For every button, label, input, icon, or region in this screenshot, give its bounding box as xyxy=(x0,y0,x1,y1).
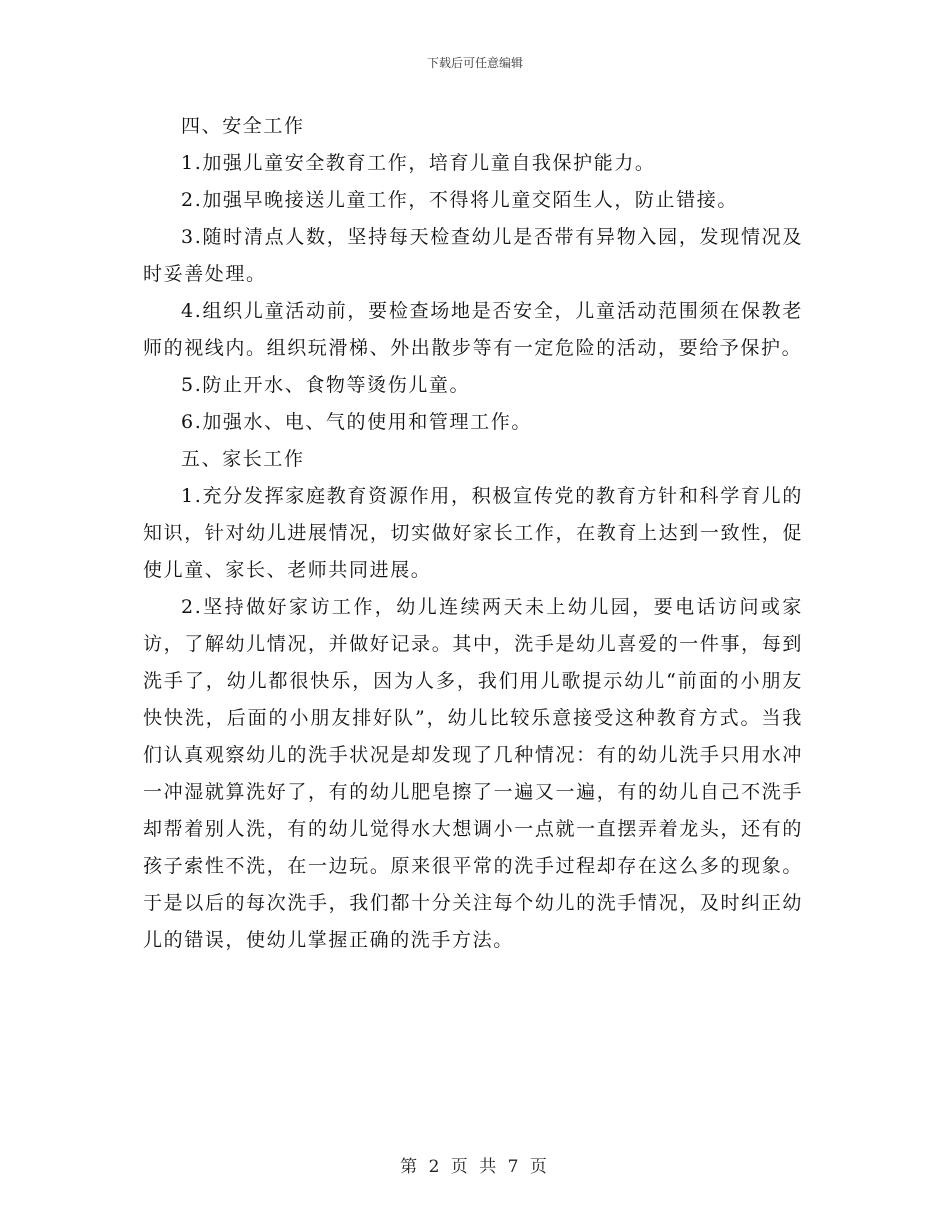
header-note: 下载后可任意编辑 xyxy=(426,56,523,70)
paragraph: 5.防止开水、食物等烫伤儿童。 xyxy=(181,374,471,396)
paragraph: 1.加强儿童安全教育工作，培育儿童自我保护能力。 xyxy=(181,152,656,174)
paragraph: 2.加强早晚接送儿童工作，不得将儿童交陌生人，防止错接。 xyxy=(181,189,738,211)
section-heading-safety: 四、安全工作 xyxy=(181,115,305,137)
paragraph: 3.随时清点人数，坚持每天检查幼儿是否带有异物入园，发现情况及时妥善处理。 xyxy=(143,226,803,285)
paragraph: 4.组织儿童活动前，要检查场地是否安全，儿童活动范围须在保教老师的视线内。组织玩滑梯、外出散步等有一定危险的活动，要给予保护。 xyxy=(143,300,803,359)
section-heading-parents: 五、家长工作 xyxy=(181,448,305,470)
paragraph: 6.加强水、电、气的使用和管理工作。 xyxy=(181,411,532,433)
document-body xyxy=(143,108,803,959)
paragraph: 1.充分发挥家庭教育资源作用，积极宣传党的教育方针和科学育儿的知识，针对幼儿进展情况，切实做好家长工作，在教育上达到一致性，促使儿童、家长、老师共同进展。 xyxy=(143,485,803,581)
paragraph: 2.坚持做好家访工作，幼儿连续两天未上幼儿园，要电话访问或家访，了解幼儿情况，并做好记录。其中，洗手是幼儿喜爱的一件事，每到洗手了，幼儿都很快乐，因为人多，我们用儿歌提示幼儿“前面的小朋友快快洗，后面的小朋友排好队”，幼儿比较乐意接受这种教育方式。当我们认真观察幼儿的洗手状况是却发现了几种情况：有的幼儿洗手只用水冲一冲湿就算洗好了，有的幼儿肥皂擦了一遍又一遍，有的幼儿自己不洗手却帮着别人洗，有的幼儿觉得水大想调小一点就一直摆弄着龙头，还有的孩子索性不洗，在一边玩。原来很平常的洗手过程却存在这么多的现象。于是以后的每次洗手，我们都十分关注每个幼儿的洗手情况，及时纠正幼儿的错误，使幼儿掌握正确的洗手方法。 xyxy=(143,596,803,951)
page-number: 第 2 页 共 7 页 xyxy=(400,1157,550,1177)
